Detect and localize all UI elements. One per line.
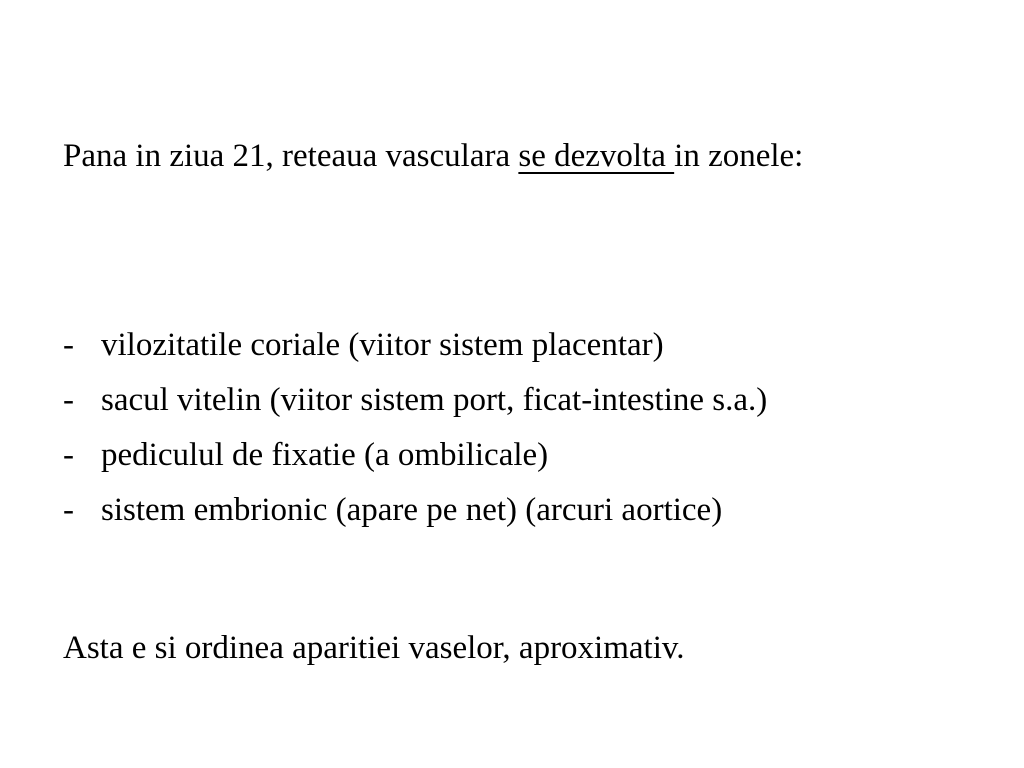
bullet-list xyxy=(63,318,1003,538)
bullet-dash: - xyxy=(63,492,74,528)
list-item xyxy=(63,373,1003,428)
bullet-dash: - xyxy=(63,382,74,418)
bullet-dash: - xyxy=(63,327,74,363)
intro-text-end: in zonele: xyxy=(674,138,804,174)
bullet-text: vilozitatile coriale (viitor sistem placentar) xyxy=(101,327,664,363)
list-item xyxy=(63,428,1003,483)
conclusion-paragraph: Asta e si ordinea aparitiei vaselor, aproximativ. xyxy=(63,630,685,666)
bullet-dash: - xyxy=(63,437,74,473)
list-item xyxy=(63,318,1003,373)
intro-text-start: Pana in ziua 21, reteaua vasculara xyxy=(63,138,519,174)
list-item xyxy=(63,483,1003,538)
intro-underlined-text: se dezvolta xyxy=(518,138,675,174)
bullet-text: sacul vitelin (viitor sistem port, ficat-intestine s.a.) xyxy=(101,382,768,418)
bullet-text: sistem embrionic (apare pe net) (arcuri aortice) xyxy=(101,492,723,528)
intro-paragraph xyxy=(63,128,963,184)
bullet-text: pediculul de fixatie (a ombilicale) xyxy=(101,437,549,473)
